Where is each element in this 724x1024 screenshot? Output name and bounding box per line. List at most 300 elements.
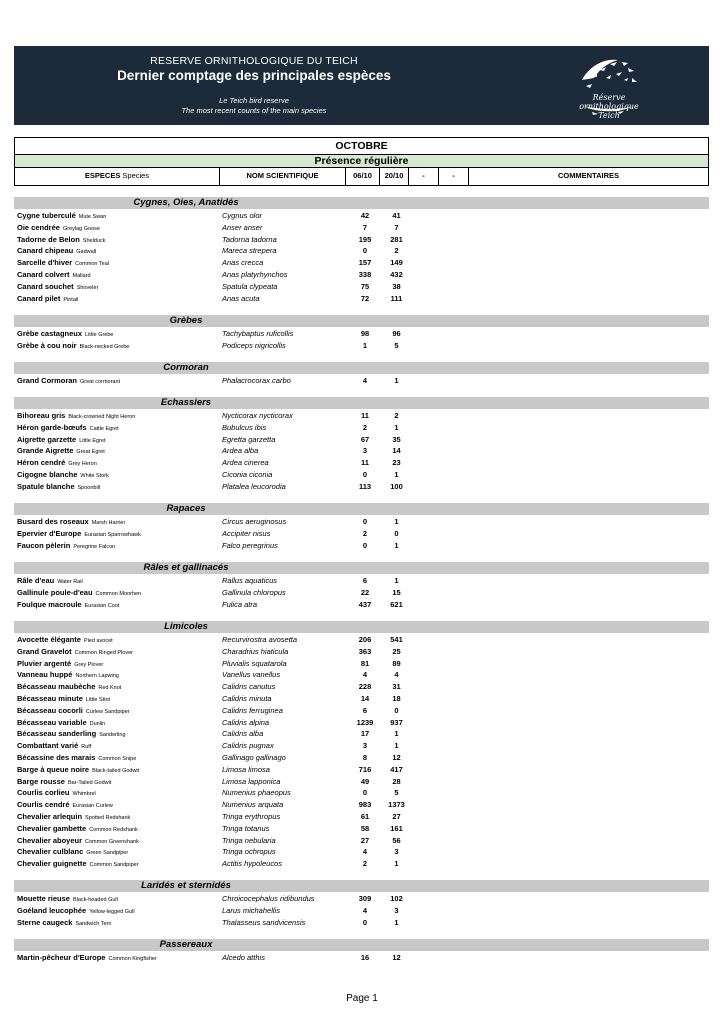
count-date-1: 113 <box>358 481 372 491</box>
species-name-en: Peregrine Falcon <box>73 543 116 550</box>
section-header <box>14 197 709 209</box>
count-date-2: 12 <box>392 753 401 762</box>
count-date-1: 8 <box>362 753 368 762</box>
species-name-en: Black-tailed Godwit <box>92 767 140 774</box>
count-date-2: 4 <box>394 670 399 680</box>
count-date-2: 2 <box>394 411 399 420</box>
species-name-en: Gadwall <box>76 249 97 256</box>
table-row <box>17 328 707 340</box>
count-date-1: 309 <box>358 894 372 903</box>
table-row <box>17 681 707 693</box>
count-date-1: 75 <box>360 281 370 291</box>
section-title: Cormoran <box>163 362 209 373</box>
species-name-en: Eurasian Curlew <box>72 803 113 810</box>
month-label: OCTOBRE <box>15 138 708 155</box>
species-name-en: Pintail <box>63 296 79 303</box>
table-row <box>17 752 707 764</box>
col-date-2: 20/10 <box>380 168 409 185</box>
count-date-2: 937 <box>390 717 403 727</box>
species-name: Bécasseau minute Little Stint <box>17 694 111 703</box>
count-date-2: 1 <box>394 376 399 385</box>
count-date-2: 27 <box>392 812 401 821</box>
table-row <box>17 222 707 234</box>
species-name: Grèbe à cou noir Black-necked Grebe <box>17 340 130 350</box>
table-row <box>17 717 707 729</box>
species-name-en: Curlew Sandpiper <box>85 708 130 715</box>
count-date-2: 149 <box>390 258 403 268</box>
scientific-name: Tringa nebularia <box>222 835 276 845</box>
species-name: Bécasseau maubèche Red Knot <box>17 682 122 692</box>
species-name-en: Black-necked Grebe <box>79 343 130 350</box>
section-header <box>14 562 709 574</box>
count-date-2: 1 <box>394 917 399 927</box>
table-row <box>17 705 707 717</box>
count-date-1: 157 <box>358 258 372 268</box>
table-row <box>17 445 707 457</box>
scientific-name: Alcedo atthis <box>222 953 265 962</box>
species-name-en: Pied avocet <box>83 638 113 644</box>
table-row <box>17 835 707 847</box>
species-name-en: Whimbrel <box>72 791 96 798</box>
count-date-2: 161 <box>390 823 403 833</box>
count-date-1: 437 <box>358 599 372 609</box>
species-name: Gallinule poule-d'eau Common Moorhen <box>17 587 142 597</box>
species-name: Spatule blanche Spoonbill <box>17 481 101 491</box>
count-date-2: 541 <box>390 635 403 644</box>
species-name-en: Spotted Redshank <box>85 815 131 821</box>
count-date-2: 28 <box>392 776 401 786</box>
species-name: Bécasseau cocorli Curlew Sandpiper <box>17 705 130 715</box>
scientific-name: Calidris pugnax <box>222 741 274 751</box>
col-blank-2: - <box>439 168 469 185</box>
count-date-2: 2 <box>394 246 399 256</box>
scientific-name: Phalacrocorax carbo <box>222 376 291 385</box>
count-date-2: 38 <box>392 281 401 291</box>
table-row <box>17 410 707 422</box>
scientific-name: Accipiter nisus <box>222 528 271 538</box>
scientific-name: Chroicocephalus ridibundus <box>222 894 315 903</box>
count-date-2: 0 <box>394 705 399 715</box>
table-row <box>17 528 707 540</box>
table-row <box>17 587 707 599</box>
count-date-2: 1 <box>394 576 399 585</box>
scientific-name: Nycticorax nycticorax <box>222 411 293 420</box>
scientific-name: Numenius phaeopus <box>222 788 291 798</box>
section-header <box>14 503 709 515</box>
scientific-name: Calidris alpina <box>222 717 270 727</box>
section-title: Echassiers <box>160 397 212 408</box>
species-name-en: Common Redshank <box>89 826 138 833</box>
count-date-1: 4 <box>362 847 368 857</box>
presence-label: Présence régulière <box>15 155 708 168</box>
species-name-en: Common Ringed Plover <box>74 649 133 656</box>
table-row <box>17 823 707 835</box>
count-date-1: 338 <box>358 270 372 279</box>
count-date-1: 7 <box>362 222 368 232</box>
species-name-en: Grey Heron <box>68 461 97 468</box>
species-name: Oie cendrée Greylag Goose <box>17 222 100 232</box>
species-name-en: Great cormorant <box>80 379 121 385</box>
species-name-en: Common Snipe <box>98 756 137 762</box>
scientific-name: Circus aeruginosus <box>222 517 287 526</box>
scientific-name: Rallus aquaticus <box>222 576 278 585</box>
section-header <box>14 939 709 951</box>
table-row <box>17 693 707 705</box>
species-name-en: Great Egret <box>76 449 105 456</box>
count-date-1: 363 <box>358 646 372 656</box>
species-name: Barge à queue noire Black-tailed Godwit <box>17 764 140 774</box>
table-row <box>17 457 707 469</box>
section-title: Laridés et sternidés <box>141 880 231 891</box>
count-date-1: 58 <box>360 823 370 833</box>
table-row <box>17 787 707 799</box>
table-row <box>17 917 707 929</box>
species-name-en: Shoveler <box>76 284 99 291</box>
scientific-name: Vanellus vanellus <box>222 670 281 680</box>
scientific-name: Anas crecca <box>222 258 264 268</box>
table-row <box>17 893 707 905</box>
species-name-en: Bar-Tailed Godwit <box>67 779 112 786</box>
col-blank-1: - <box>409 168 439 185</box>
species-name-en: Spoonbill <box>77 484 101 491</box>
species-name: Grèbe castagneux Little Grebe <box>17 329 114 338</box>
table-row <box>17 269 707 281</box>
count-date-1: 0 <box>362 917 368 927</box>
count-date-2: 100 <box>390 481 403 491</box>
page-number: Page 1 <box>346 993 378 1004</box>
species-name: Barge rousse Bar-Tailed Godwit <box>17 776 112 786</box>
scientific-name: Anas platyrhynchos <box>222 270 288 279</box>
table-row <box>17 811 707 823</box>
species-name: Martin-pêcheur d'Europe Common Kingfisher <box>17 953 157 962</box>
count-date-1: 49 <box>360 776 370 786</box>
scientific-name: Pluvialis squatarola <box>222 658 287 668</box>
count-date-1: 98 <box>360 329 370 338</box>
count-date-1: 1 <box>362 340 368 350</box>
scientific-name: Anser anser <box>222 222 263 232</box>
scientific-name: Actitis hypoleucos <box>222 859 283 869</box>
species-name: Aigrette garzette Little Egret <box>17 434 106 444</box>
count-date-1: 22 <box>360 587 370 597</box>
scientific-name: Tachybaptus ruficollis <box>222 329 294 338</box>
section-title: Rapaces <box>166 503 206 514</box>
count-date-1: 0 <box>362 246 368 256</box>
table-row <box>17 575 707 587</box>
table-row <box>17 858 707 870</box>
species-name-en: Common Sandpiper <box>89 862 139 869</box>
page-title: Dernier comptage des principales espèces <box>117 68 391 83</box>
table-header <box>14 137 709 186</box>
species-name: Sterne caugeck Sandwich Tern <box>17 917 112 927</box>
table-row <box>17 257 707 269</box>
species-name: Bécassine des marais Common Snipe <box>17 753 137 762</box>
count-date-1: 6 <box>362 576 368 585</box>
table-row <box>17 540 707 552</box>
table-row <box>17 728 707 740</box>
count-date-2: 102 <box>390 894 403 903</box>
species-name-en: Eurasian Sparrowhawk <box>84 531 141 538</box>
scientific-name: Tringa totanus <box>222 823 270 833</box>
species-name-en: Common Moorhen <box>95 590 142 597</box>
count-date-2: 18 <box>392 694 401 703</box>
table-row <box>17 846 707 858</box>
scientific-name: Anas acuta <box>222 293 260 303</box>
count-date-1: 11 <box>361 458 369 468</box>
scientific-name: Bubulcus ibis <box>222 422 267 432</box>
species-name-en: White Stork <box>80 473 109 479</box>
col-species: ESPECES Species <box>15 168 220 185</box>
table-row <box>17 210 707 222</box>
table-row <box>17 646 707 658</box>
species-name: Canard colvert Mallard <box>17 270 91 279</box>
scientific-name: Ardea alba <box>222 446 259 456</box>
count-date-1: 16 <box>360 953 370 962</box>
count-date-1: 2 <box>362 859 368 869</box>
count-date-2: 31 <box>392 682 401 692</box>
subtitle-en-2: The most recent counts of the main species <box>181 106 327 115</box>
count-date-2: 281 <box>390 234 403 244</box>
species-name-en: Dunlin <box>89 720 106 727</box>
count-date-1: 0 <box>362 517 368 526</box>
count-date-1: 67 <box>360 434 370 444</box>
count-date-2: 12 <box>392 953 401 962</box>
species-name: Cigogne blanche White Stork <box>17 470 109 479</box>
species-name-en: Green Sandpiper <box>86 850 129 857</box>
species-name: Foulque macroule Eurasian Coot <box>17 599 120 609</box>
count-date-2: 15 <box>392 587 401 597</box>
table-row <box>17 952 707 964</box>
species-name-en: Sandwich Tern <box>75 920 112 927</box>
species-name: Chevalier culblanc Green Sandpiper <box>17 847 129 857</box>
section-title: Râles et gallinacés <box>143 562 229 573</box>
section-title: Passereaux <box>159 939 213 950</box>
species-name-en: Mute Swan <box>78 214 107 220</box>
table-row <box>17 634 707 646</box>
count-date-2: 417 <box>390 764 403 774</box>
species-name-en: Grey Plover <box>74 661 104 668</box>
scientific-name: Larus michahellis <box>222 905 280 915</box>
scientific-name: Limosa limosa <box>222 764 270 774</box>
count-date-1: 4 <box>362 376 368 385</box>
table-row <box>17 245 707 257</box>
count-date-2: 621 <box>390 599 403 609</box>
count-date-2: 89 <box>392 658 401 668</box>
header-banner <box>14 46 709 125</box>
count-date-1: 14 <box>360 694 370 703</box>
section-header <box>14 880 709 892</box>
species-name: Bécasseau variable Dunlin <box>17 717 106 727</box>
species-name: Grand Cormoran Great cormorant <box>17 376 121 385</box>
species-name-en: Northern Lapwing <box>75 673 119 680</box>
count-date-2: 35 <box>392 434 401 444</box>
species-name-en: Water Rail <box>57 579 83 585</box>
scientific-name: Ardea cinerea <box>222 458 269 468</box>
count-date-2: 1 <box>394 729 399 739</box>
count-date-1: 0 <box>362 788 368 798</box>
species-name-en: Yellow-legged Gull <box>89 908 135 915</box>
count-date-2: 96 <box>392 329 401 338</box>
count-date-1: 0 <box>362 470 368 479</box>
species-name: Pluvier argenté Grey Plover <box>17 658 104 668</box>
species-name-en: Shelduck <box>82 237 106 244</box>
species-name-en: Common Kingfisher <box>108 956 157 962</box>
table-row <box>17 481 707 493</box>
count-date-2: 1 <box>394 470 399 479</box>
subtitle-en: Le Teich bird reserve <box>219 96 289 105</box>
section-header <box>14 621 709 633</box>
scientific-name: Calidris ferruginea <box>222 705 283 715</box>
species-name: Sarcelle d'hiver Common Teal <box>17 258 109 268</box>
col-date-1: 06/10 <box>346 168 380 185</box>
species-name: Chevalier arlequin Spotted Redshank <box>17 812 131 821</box>
count-date-1: 195 <box>358 234 372 244</box>
count-date-2: 1373 <box>388 800 405 810</box>
section-title: Grèbes <box>169 315 203 326</box>
section-header <box>14 397 709 409</box>
table-row <box>17 234 707 246</box>
scientific-name: Falco peregrinus <box>222 540 278 550</box>
scientific-name: Gallinula chloropus <box>222 587 286 597</box>
species-name-en: Black-headed Gull <box>72 897 118 903</box>
table-row <box>17 469 707 481</box>
scientific-name: Limosa lapponica <box>222 776 281 786</box>
species-name: Chevalier aboyeur Common Greenshank <box>17 835 139 845</box>
table-row <box>17 599 707 611</box>
col-comments: COMMENTAIRES <box>557 171 620 180</box>
species-name: Bihoreau gris Black-crowned Night Heron <box>17 411 136 420</box>
species-name-en: Little Egret <box>79 437 106 444</box>
table-row <box>17 740 707 752</box>
column-headers <box>15 168 708 185</box>
species-name-en: Common Teal <box>75 261 109 268</box>
count-date-2: 23 <box>392 458 401 468</box>
species-name-en: Common Greenshank <box>85 838 139 845</box>
species-name-en: Black-crowned Night Heron <box>68 414 136 420</box>
scientific-name: Tadorna tadorna <box>222 234 277 244</box>
count-date-2: 14 <box>392 446 401 456</box>
species-name-en: Marsh Harrier <box>91 520 126 526</box>
species-name: Courlis corlieu Whimbrel <box>17 788 96 798</box>
species-name: Combattant varié Ruff <box>17 741 92 751</box>
species-name: Canard chipeau Gadwall <box>17 246 97 256</box>
scientific-name: Tringa erythropus <box>222 812 281 821</box>
species-name: Avocette élégante Pied avocet <box>17 635 113 644</box>
species-name: Epervier d'Europe Eurasian Sparrowhawk <box>17 528 141 538</box>
count-date-1: 2 <box>362 422 368 432</box>
count-date-2: 1 <box>394 422 399 432</box>
scientific-name: Ciconia ciconia <box>222 470 273 479</box>
scientific-name: Podiceps nigricollis <box>222 340 286 350</box>
count-date-1: 72 <box>360 293 370 303</box>
count-date-2: 5 <box>394 788 399 798</box>
count-date-1: 42 <box>360 211 370 220</box>
count-date-1: 27 <box>360 835 370 845</box>
species-name: Grande Aigrette Great Egret <box>17 446 105 456</box>
count-date-1: 4 <box>362 670 368 680</box>
table-row <box>17 764 707 776</box>
species-name: Cygne tuberculé Mute Swan <box>17 211 107 220</box>
scientific-name: Gallinago gallinago <box>222 753 286 762</box>
scientific-name: Egretta garzetta <box>222 434 276 444</box>
count-date-1: 61 <box>360 812 370 821</box>
table-row <box>17 776 707 788</box>
species-name: Faucon pèlerin Peregrine Falcon <box>17 540 116 550</box>
species-name-en: Greylag Goose <box>62 225 100 232</box>
section-header <box>14 315 709 327</box>
scientific-name: Spatula clypeata <box>222 281 278 291</box>
scientific-name: Thalasseus sandvicensis <box>222 917 306 927</box>
count-date-1: 11 <box>361 411 369 420</box>
scientific-name: Platalea leucorodia <box>222 481 286 491</box>
scientific-name: Tringa ochropus <box>222 847 276 857</box>
species-name: Mouette rieuse Black-headed Gull <box>17 894 118 903</box>
table-row <box>17 516 707 528</box>
col-scientific: NOM SCIENTIFIQUE <box>220 168 346 185</box>
scientific-name: Charadrius hiaticula <box>222 646 289 656</box>
count-date-2: 111 <box>390 293 403 303</box>
species-name-en: Ruff <box>81 744 92 751</box>
count-date-2: 5 <box>394 340 399 350</box>
table-row <box>17 281 707 293</box>
reserve-logo <box>570 50 648 122</box>
table-row <box>17 669 707 681</box>
species-name: Héron garde-bœufs Cattle Egret <box>17 422 119 432</box>
species-name: Tadorne de Belon Shelduck <box>17 234 106 244</box>
count-date-2: 25 <box>392 646 401 656</box>
count-date-1: 1239 <box>356 717 374 727</box>
count-date-1: 6 <box>362 705 368 715</box>
table-row <box>17 905 707 917</box>
count-date-1: 2 <box>362 528 368 538</box>
species-name-en: Red Knot <box>98 685 122 692</box>
count-date-1: 3 <box>362 446 368 456</box>
species-name: Bécasseau sanderling Sanderling <box>17 729 126 739</box>
count-date-2: 1 <box>394 517 399 526</box>
count-date-2: 41 <box>392 211 401 220</box>
scientific-name: Cygnus olor <box>222 211 263 220</box>
species-name: Canard souchet Shoveler <box>17 281 99 291</box>
reserve-title: RESERVE ORNITHOLOGIQUE DU TEICH <box>150 55 358 67</box>
species-name: Râle d'eau Water Rail <box>17 576 83 585</box>
scientific-name: Calidris alba <box>222 729 264 739</box>
section-title: Cygnes, Oies, Anatidés <box>133 197 239 208</box>
count-date-1: 17 <box>360 729 370 739</box>
species-name-en: Eurasian Coot <box>84 602 120 609</box>
count-date-2: 1 <box>394 741 399 751</box>
count-date-2: 0 <box>394 528 399 538</box>
species-name: Busard des roseaux Marsh Harrier <box>17 517 126 526</box>
count-date-2: 432 <box>390 270 403 279</box>
species-name: Chevalier guignette Common Sandpiper <box>17 859 139 869</box>
count-date-1: 4 <box>362 905 368 915</box>
species-name: Canard pilet Pintail <box>17 293 79 303</box>
table-row <box>17 375 707 387</box>
table-row <box>17 434 707 446</box>
count-date-2: 7 <box>394 222 399 232</box>
count-date-1: 206 <box>358 635 372 644</box>
scientific-name: Numenius arquata <box>222 800 284 810</box>
table-row <box>17 422 707 434</box>
section-header <box>14 362 709 374</box>
species-name: Courlis cendré Eurasian Curlew <box>17 800 113 810</box>
table-row <box>17 658 707 670</box>
count-date-1: 81 <box>360 658 370 668</box>
scientific-name: Mareca strepera <box>222 246 277 256</box>
table-row <box>17 293 707 305</box>
species-name: Vanneau huppé Northern Lapwing <box>17 670 119 680</box>
count-date-1: 983 <box>358 800 372 810</box>
species-name: Chevalier gambette Common Redshank <box>17 823 138 833</box>
